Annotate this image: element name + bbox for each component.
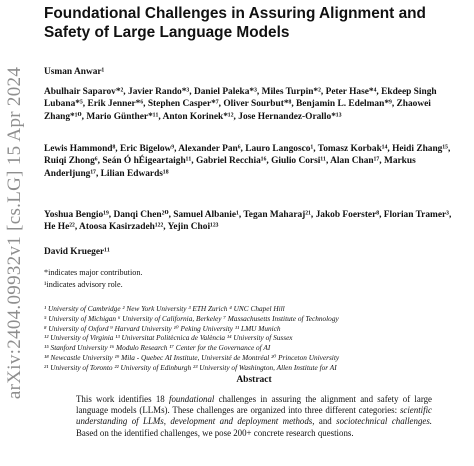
- author-name: Markus Anderljung¹⁷,: [44, 156, 416, 179]
- affiliations: [44, 304, 464, 373]
- author-name: Heidi Zhang¹⁵,: [392, 144, 451, 154]
- affiliation-line: ¹⁵ Stanford University ¹⁶ Modulo Research ¹⁷ Center for the Governance of AI: [44, 343, 271, 353]
- author-name: Mario Günther*¹¹,: [86, 111, 161, 122]
- author-name: David Krueger¹¹: [44, 247, 110, 257]
- abstract-emphasis: foundational: [168, 394, 215, 404]
- note-major-contribution: *indicates major contribution.: [44, 268, 143, 277]
- abstract-text: [76, 394, 432, 439]
- author-name: Usman Anwar¹: [44, 67, 105, 77]
- author-name: Florian Tramer³,: [383, 210, 452, 220]
- author-name: Abulhair Saparov*²,: [44, 87, 126, 97]
- author-name: Atoosa Kasirzadeh¹²²,: [79, 222, 166, 233]
- author-name: Oliver Sourbut*⁸,: [223, 99, 294, 110]
- author-name: Ruiqi Zhong⁶,: [44, 156, 100, 167]
- abstract-emphasis: sociotechnical challenges.: [336, 416, 432, 427]
- abstract-segment: Based on the identified challenges, we pose 200+ concrete research questions.: [76, 427, 354, 438]
- author-name: Ekdeep Singh Lubana*⁵,: [44, 87, 437, 110]
- author-name: Zhaowei Zhang*¹⁰,: [44, 99, 431, 122]
- author-name: Samuel Albanie¹,: [173, 210, 242, 220]
- author-group-2: [44, 86, 464, 123]
- author-name: Yoshua Bengio¹⁹,: [44, 210, 112, 220]
- author-group-5: [44, 246, 464, 258]
- paper-title: Foundational Challenges in Assuring Alignment and Safety of Large Language Models: [44, 5, 426, 41]
- author-group-1: [44, 66, 464, 78]
- author-name: Tegan Maharaj²¹,: [243, 210, 314, 220]
- author-name: Tomasz Korbak¹⁴,: [317, 144, 390, 154]
- author-name: Benjamin L. Edelman*⁹,: [296, 99, 395, 110]
- author-name: Danqi Chen²⁰,: [113, 210, 171, 220]
- author-name: He He²²,: [44, 222, 78, 233]
- abstract-segment: challenges in assuring the alignment and safety of large language models (LLMs). These challenges are organized into three different categories:: [76, 394, 432, 416]
- author-group-3: [44, 143, 464, 180]
- affiliation-line: ⁸ University of Oxford ⁹ Harvard University ¹⁰ Peking University ¹¹ LMU Munich: [44, 323, 281, 333]
- author-name: Seán Ó hÉigeartaigh¹¹,: [102, 156, 194, 167]
- arxiv-identifier: arXiv:2404.09932v1 [cs.LG] 15 Apr 2024: [4, 66, 25, 400]
- author-name: Giulio Corsi¹¹,: [271, 156, 329, 167]
- affiliation-line: ¹ University of Cambridge ² New York University ³ ETH Zurich ⁴ UNC Chapel Hill: [44, 304, 285, 313]
- arxiv-sidebar: [0, 0, 30, 466]
- affiliation-line: ¹² University of Virginia ¹³ Universitat Politècnica de València ¹⁴ University of Sussex: [44, 333, 293, 343]
- author-name: Daniel Paleka*³,: [193, 87, 260, 97]
- author-name: Javier Rando*³,: [128, 87, 192, 97]
- author-name: Alan Chan¹⁷,: [330, 156, 382, 167]
- author-name: Peter Hase*⁴,: [325, 87, 379, 97]
- author-name: Lewis Hammond⁸,: [44, 144, 118, 154]
- abstract-segment: This work identifies 18: [76, 394, 169, 404]
- author-name: Miles Turpin*²,: [261, 87, 324, 97]
- author-name: Erik Jenner*⁶,: [87, 99, 146, 110]
- author-name: Lauro Langosco¹,: [245, 144, 316, 154]
- affiliation-line: ²¹ University of Toronto ²² University of Edinburgh ²³ University of Washington, Allen Institute for AI: [44, 362, 337, 372]
- abstract-heading: Abstract: [236, 375, 272, 385]
- author-name: Anton Korinek*¹²,: [162, 111, 236, 122]
- affiliation-line: ¹⁸ Newcastle University ¹⁹ Mila - Quebec AI Institute, Université de Montréal ²⁰ Princeton University: [44, 352, 340, 362]
- author-name: Eric Bigelow⁹,: [120, 144, 177, 154]
- abstract-segment: and: [314, 416, 337, 427]
- author-group-4: [44, 209, 464, 234]
- affiliation-line: ⁵ University of Michigan ⁶ University of California, Berkeley ⁷ Massachusetts Institute of Technology: [44, 313, 339, 323]
- author-name: Alexander Pan⁶,: [178, 144, 243, 154]
- author-name: Gabriel Recchia¹⁶,: [195, 156, 269, 167]
- author-name: Jakob Foerster⁸,: [315, 210, 382, 220]
- author-name: Stephen Casper*⁷,: [147, 99, 221, 110]
- note-advisory-role: ¹indicates advisory role.: [44, 280, 123, 289]
- author-name: Jose Hernandez-Orallo*¹³: [238, 111, 342, 122]
- contribution-notes: [44, 267, 464, 291]
- author-name: Yejin Choi¹²³: [167, 222, 219, 233]
- author-name: Lilian Edwards¹⁸: [100, 168, 169, 179]
- abstract-emphasis: scientific understanding of LLMs, development and deployment methods,: [76, 405, 432, 427]
